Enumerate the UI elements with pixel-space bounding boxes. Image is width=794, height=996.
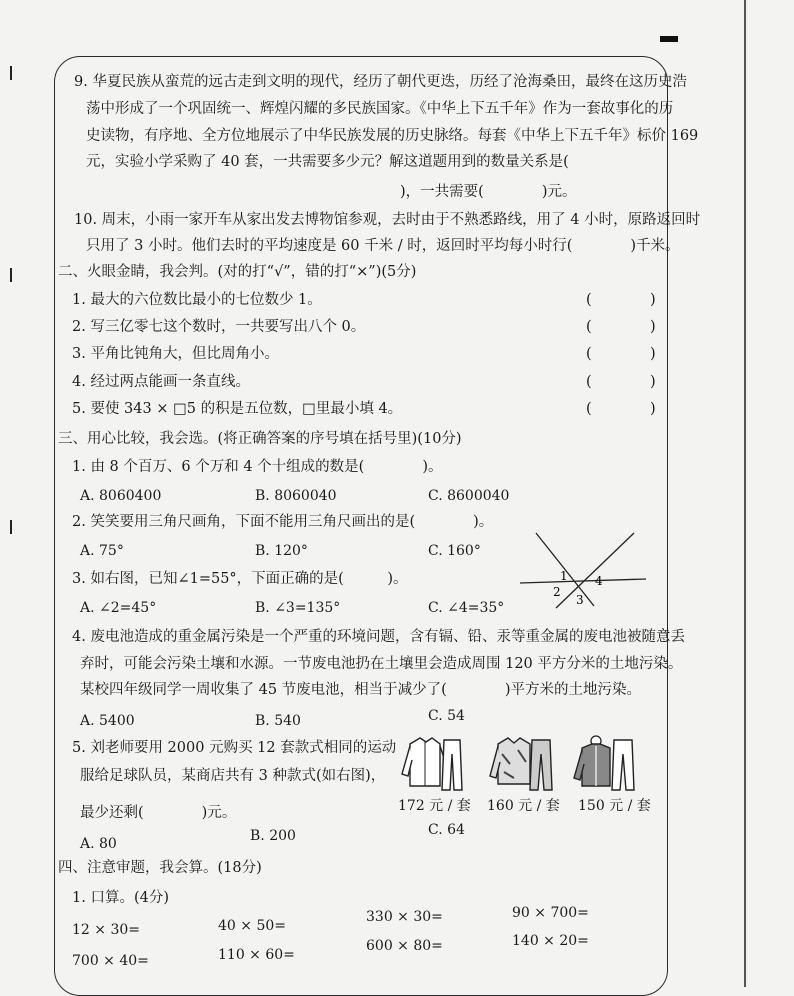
slant-line-right	[556, 533, 634, 608]
angle-label-4: 4	[595, 574, 603, 588]
q9-line2: 荡中形成了一个巩固统一、辉煌闪耀的多民族国家。《中华上下五千年》作为一套故事化的历	[86, 101, 674, 117]
answer-paren-open[interactable]: (	[586, 292, 592, 308]
answer-paren-close: )	[650, 319, 656, 335]
calc-item[interactable]: 40 × 50=	[218, 918, 286, 934]
judge-item-1: 1. 最大的六位数比最小的七位数少 1。	[72, 292, 322, 308]
choice-q4-line3: 某校四年级同学一周收集了 45 节废电池，相当于减少了( )平方米的土地污染。	[80, 682, 641, 698]
price-style-3: 150 元 / 套	[578, 798, 651, 814]
margin-tick	[10, 520, 12, 534]
choice-q2-a[interactable]: A. 75°	[80, 543, 124, 559]
price-style-1: 172 元 / 套	[398, 798, 471, 814]
angle-figure	[518, 528, 648, 610]
answer-paren-open[interactable]: (	[586, 374, 592, 390]
section2-title: 二、火眼金睛，我会判。(对的打“√”，错的打“×”)(5分)	[58, 264, 417, 280]
choice-q3-b[interactable]: B. ∠3=135°	[255, 600, 341, 616]
calc-item[interactable]: 330 × 30=	[366, 909, 443, 925]
q9-line5: )，一共需要( )元。	[400, 184, 577, 200]
choice-q1-text: 1. 由 8 个百万、6 个万和 4 个十组成的数是( )。	[72, 459, 443, 475]
q10-line2: 只用了 3 小时。他们去时的平均速度是 60 千米 / 时，返回时平均每小时行( )千米。	[86, 238, 680, 254]
choice-q5-line3: 最少还剩( )元。	[80, 805, 237, 821]
answer-paren-open[interactable]: (	[586, 401, 592, 417]
calc-item[interactable]: 700 × 40=	[72, 953, 149, 969]
page-edge-line	[744, 0, 746, 987]
sportswear-style-3-icon	[572, 734, 638, 792]
choice-q4-a[interactable]: A. 5400	[80, 713, 135, 729]
sportswear-style-1-icon	[400, 734, 464, 792]
angle-label-2: 2	[553, 585, 561, 599]
choice-q4-line1: 4. 废电池造成的重金属污染是一个严重的环境问题，含有镉、铅、汞等重金属的废电池被随意丢	[72, 629, 685, 645]
oral-calc-heading: 1. 口算。(4分)	[72, 890, 169, 906]
choice-q5-line1: 5. 刘老师要用 2000 元购买 12 套款式相同的运动	[72, 740, 397, 756]
calc-item[interactable]: 12 × 30=	[72, 922, 140, 938]
q10-line1: 10. 周末，小雨一家开车从家出发去博物馆参观，去时由于不熟悉路线，用了 4 小时，原路返回时	[74, 212, 701, 228]
section3-title: 三、用心比较，我会选。(将正确答案的序号填在括号里)(10分)	[58, 431, 462, 447]
choice-q2-b[interactable]: B. 120°	[255, 543, 308, 559]
choice-q5-b[interactable]: B. 200	[250, 828, 296, 844]
margin-tick	[10, 66, 12, 80]
q9-line4: 元，实验小学采购了 40 套，一共需要多少元？解这道题用到的数量关系是(	[86, 154, 569, 170]
choice-q3-text: 3. 如右图，已知∠1=55°，下面正确的是( )。	[72, 571, 408, 587]
price-style-2: 160 元 / 套	[487, 798, 560, 814]
choice-q2-c[interactable]: C. 160°	[428, 543, 481, 559]
answer-paren-open[interactable]: (	[586, 319, 592, 335]
choice-q1-c[interactable]: C. 8600040	[428, 488, 510, 504]
choice-q4-b[interactable]: B. 540	[255, 713, 301, 729]
choice-q3-a[interactable]: A. ∠2=45°	[80, 600, 157, 616]
answer-paren-close: )	[650, 346, 656, 362]
choice-q5-c[interactable]: C. 64	[428, 822, 465, 838]
choice-q4-line2: 弃时，可能会污染土壤和水源。一节废电池扔在土壤里会造成周围 120 平方分米的土地污染。	[80, 656, 683, 672]
angle-label-3: 3	[576, 593, 584, 607]
answer-paren-open[interactable]: (	[586, 346, 592, 362]
section4-title: 四、注意审题，我会算。(18分)	[58, 860, 262, 876]
calc-item[interactable]: 600 × 80=	[366, 938, 443, 954]
judge-item-2: 2. 写三亿零七这个数时，一共要写出八个 0。	[72, 319, 366, 335]
answer-paren-close: )	[650, 292, 656, 308]
choice-q4-c[interactable]: C. 54	[428, 708, 465, 724]
choice-q5-line2: 服给足球队员，某商店共有 3 种款式(如右图)，	[80, 768, 386, 784]
judge-item-3: 3. 平角比钝角大，但比周角小。	[72, 346, 279, 362]
angle-label-1: 1	[560, 569, 568, 583]
choice-q1-a[interactable]: A. 8060400	[80, 488, 162, 504]
sportswear-style-2-icon	[488, 734, 554, 792]
q9-line1: 9. 华夏民族从蛮荒的远古走到文明的现代，经历了朝代更迭，历经了沧海桑田，最终在这历史浩	[74, 74, 687, 90]
calc-item[interactable]: 140 × 20=	[512, 933, 589, 949]
corner-mark	[660, 36, 678, 42]
choice-q1-b[interactable]: B. 8060040	[255, 488, 337, 504]
answer-paren-close: )	[650, 401, 656, 417]
choice-q3-c[interactable]: C. ∠4=35°	[428, 600, 505, 616]
choice-q5-a[interactable]: A. 80	[80, 836, 117, 852]
choice-q2-text: 2. 笑笑要用三角尺画角，下面不能用三角尺画出的是( )。	[72, 514, 494, 530]
margin-tick	[10, 268, 12, 282]
answer-paren-close: )	[650, 374, 656, 390]
q9-line3: 史读物，有序地、全方位地展示了中华民族发展的历史脉络。每套《中华上下五千年》标价 169	[86, 128, 699, 144]
calc-item[interactable]: 90 × 700=	[512, 905, 589, 921]
judge-item-4: 4. 经过两点能画一条直线。	[72, 374, 250, 390]
calc-item[interactable]: 110 × 60=	[218, 947, 295, 963]
judge-item-5: 5. 要使 343 × □5 的积是五位数，□里最小填 4。	[72, 401, 403, 417]
